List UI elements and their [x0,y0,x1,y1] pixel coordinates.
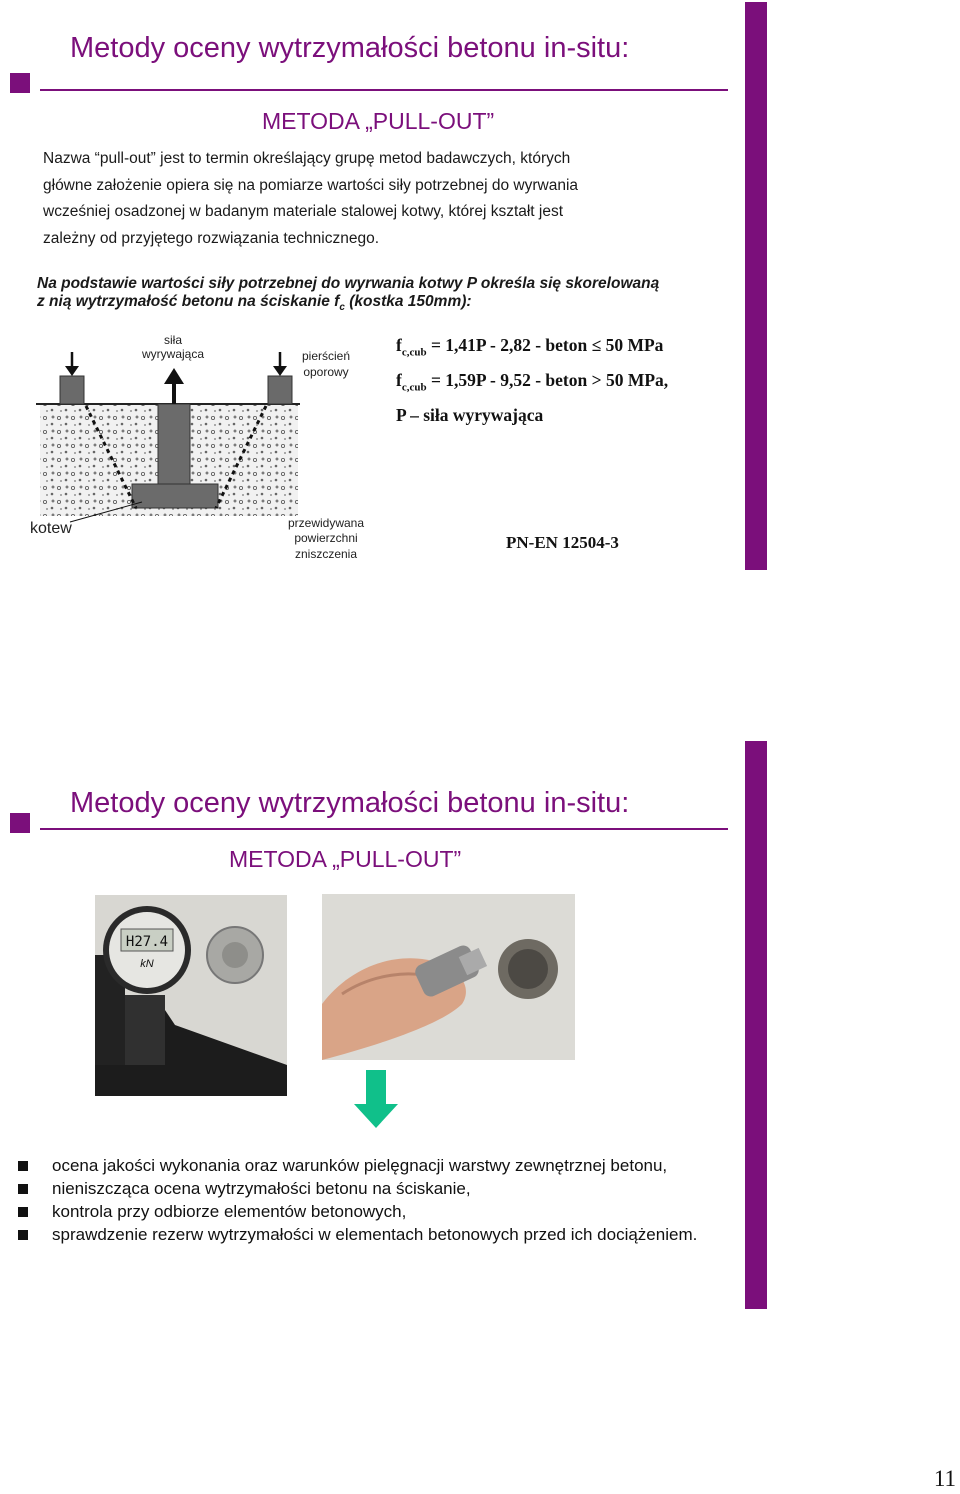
intro-line: główne założenie opiera się na pomiarze wartości siły potrzebnej do wyrwania [43,176,579,194]
note-prefix: z nią wytrzymałość betonu na ściskanie f [37,293,340,310]
intro-line: wcześniej osadzonej w badanym materiale stalowej kotwy, której kształt jest [43,203,564,220]
slide1-accent-bar [745,2,767,570]
list-item: nieniszcząca ocena wytrzymałości betonu na ściskanie, [18,1177,718,1200]
slide2-title-rule [40,828,728,830]
formula-2 [396,367,668,402]
label-ring-1: pierścień [301,349,351,363]
label-surface-2: powierzchni [294,531,358,545]
slide1-bullet-square [10,73,30,93]
label-force-2: wyrywająca [141,347,205,361]
standard-label: PN-EN 12504-3 [506,533,619,552]
slide2-subtitle: METODA „PULL-OUT” [229,846,462,872]
label-force-1: siła [163,333,183,347]
slide1-formulas [396,332,668,430]
label-ring-2: oporowy [303,365,349,379]
slide2-accent-bar [745,741,767,1309]
formula-3: P – siła wyrywająca [396,405,544,425]
formula-1 [396,332,668,367]
label-anchor: kotew [30,520,72,537]
anchor-stem [158,404,190,486]
formula-1-expr: = 1,41P - 2,82 - beton ≤ 50 MPa [426,335,664,355]
formula-2-symbol: f [396,370,402,390]
intro-line: Nazwa “pull-out” jest to termin określający grupę metod badawczych, których [43,150,571,167]
slide1-subtitle: METODA „PULL-OUT” [262,108,495,134]
gauge-unit: kN [140,958,154,970]
label-surface-3: zniszczenia [294,547,358,561]
slide1-intro [43,146,703,252]
slide1-title-rule [40,89,728,91]
photo-pullout-gauge [95,895,287,1096]
formula-1-sub: c,cub [401,346,427,359]
down-arrow-icon [352,1070,400,1130]
slide2-bullet-list [18,1154,718,1246]
note-line-2 [37,293,737,317]
ring-left [60,376,84,404]
slide1-title: Metody oceny wytrzymałości betonu in-situ: [70,32,630,64]
pullout-diagram [28,330,378,565]
note-line-1: Na podstawie wartości siły potrzebnej do wyrwania kotwy P określa się skorelowaną [37,275,660,292]
list-item: sprawdzenie rezerw wytrzymałości w elementach betonowych przed ich dociążeniem. [18,1223,718,1246]
list-item: kontrola przy odbiorze elementów betonowych, [18,1200,718,1223]
note-sub: c [339,302,345,314]
ring-right [268,376,292,404]
slide2-bullet-square [10,813,30,833]
intro-line: zależny od przyjętego rozwiązania technicznego. [43,229,380,247]
gauge-reading: H27.4 [125,934,169,950]
formula-1-symbol: f [396,335,402,355]
note-suffix: (kostka 150mm): [344,293,472,310]
formula-2-expr: = 1,59P - 9,52 - beton > 50 MPa, [426,370,669,390]
anchor-head [132,484,218,508]
label-surface-1: przewidywana [287,516,365,530]
slide1-correlation-note [37,275,737,317]
formula-2-sub: c,cub [401,381,427,394]
slide2-title: Metody oceny wytrzymałości betonu in-situ: [70,787,630,819]
page-number: 11 [933,1466,956,1491]
list-item: ocena jakości wykonania oraz warunków pielęgnacji warstwy zewnętrznej betonu, [18,1154,718,1177]
photo-extracted-anchor [322,894,575,1060]
